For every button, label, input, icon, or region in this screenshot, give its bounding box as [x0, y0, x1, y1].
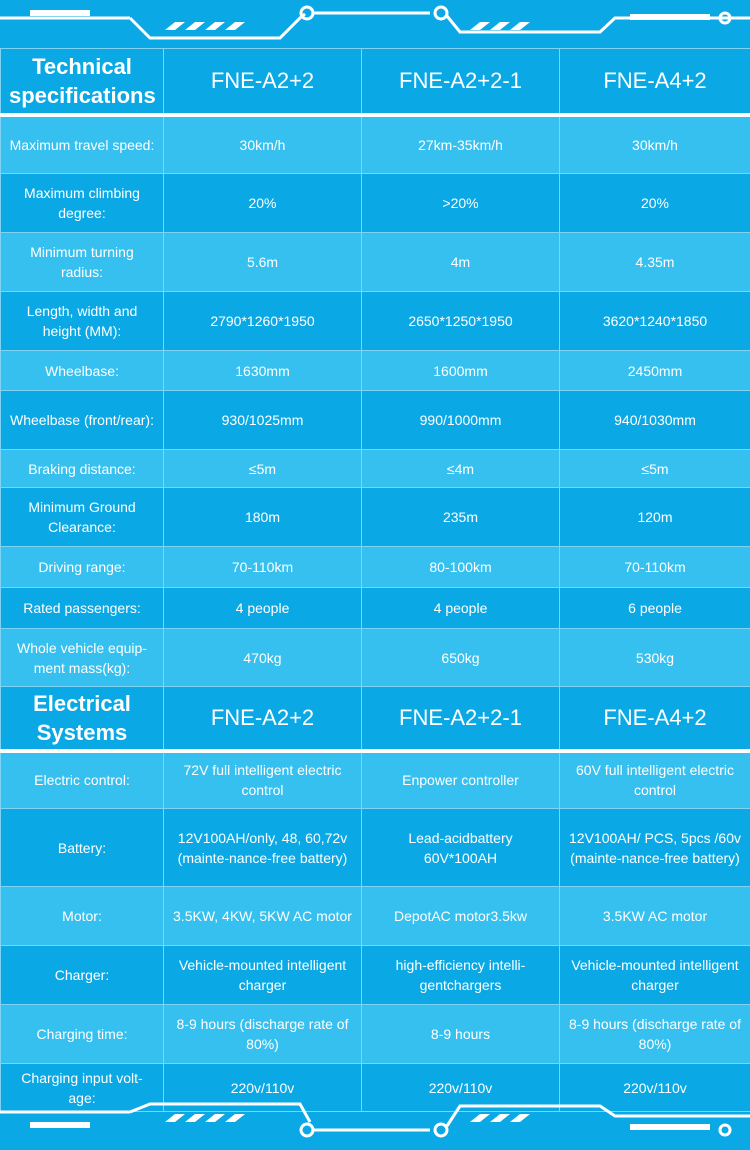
table-row: [1, 488, 750, 547]
cell-value: 6 people: [560, 588, 750, 629]
elec-header-model-2: FNE-A2+2-1: [362, 687, 560, 751]
cell-value: 2450mm: [560, 351, 750, 391]
cell-value: 180m: [164, 488, 362, 547]
cell-value: 20%: [164, 174, 362, 233]
bottom-circuit-decoration: [0, 1102, 750, 1150]
cell-value: Enpower controller: [362, 751, 560, 809]
elec-header-row: [1, 687, 750, 751]
cell-value: 530kg: [560, 629, 750, 687]
elec-section-title: Electrical Systems: [1, 687, 164, 751]
table-row: [1, 292, 750, 351]
cell-value: 8-9 hours: [362, 1005, 560, 1064]
cell-value: 4.35m: [560, 233, 750, 292]
cell-value: 8-9 hours (discharge rate of 80%): [560, 1005, 750, 1064]
cell-value: 3620*1240*1850: [560, 292, 750, 351]
row-label: Wheelbase:: [1, 351, 164, 391]
cell-value: 72V full intelligent electric control: [164, 751, 362, 809]
cell-value: 30km/h: [164, 115, 362, 174]
table-row: [1, 809, 750, 887]
cell-value: high-efficiency intelli-gentchargers: [362, 946, 560, 1005]
table-row: [1, 946, 750, 1005]
spec-table: [0, 48, 750, 1112]
table-row: [1, 629, 750, 687]
cell-value: 27km-35km/h: [362, 115, 560, 174]
row-label: Charging input volt-age:: [1, 1064, 164, 1112]
row-label: Maximum climbing degree:: [1, 174, 164, 233]
cell-value: 930/1025mm: [164, 391, 362, 450]
row-label: Wheelbase (front/rear):: [1, 391, 164, 450]
elec-header-model-3: FNE-A4+2: [560, 687, 750, 751]
row-label: Driving range:: [1, 547, 164, 588]
cell-value: 3.5KW AC motor: [560, 887, 750, 946]
table-row: [1, 391, 750, 450]
tech-header-model-2: FNE-A2+2-1: [362, 49, 560, 115]
table-row: [1, 450, 750, 488]
row-label: Charging time:: [1, 1005, 164, 1064]
tech-section-title: Technical specifications: [1, 49, 164, 115]
cell-value: 12V100AH/ PCS, 5pcs /60v (mainte-nance-free battery): [560, 809, 750, 887]
cell-value: Vehicle-mounted intelligent charger: [560, 946, 750, 1005]
cell-value: 940/1030mm: [560, 391, 750, 450]
cell-value: 220v/110v: [164, 1064, 362, 1112]
row-label: Motor:: [1, 887, 164, 946]
cell-value: Lead-acidbattery 60V*100AH: [362, 809, 560, 887]
cell-value: ≤4m: [362, 450, 560, 488]
top-circuit-decoration: [0, 0, 750, 48]
cell-value: DepotAC motor3.5kw: [362, 887, 560, 946]
cell-value: ≤5m: [560, 450, 750, 488]
cell-value: Vehicle-mounted intelligent charger: [164, 946, 362, 1005]
cell-value: 5.6m: [164, 233, 362, 292]
table-row: [1, 887, 750, 946]
cell-value: 70-110km: [164, 547, 362, 588]
cell-value: 4m: [362, 233, 560, 292]
cell-value: 70-110km: [560, 547, 750, 588]
cell-value: 8-9 hours (discharge rate of 80%): [164, 1005, 362, 1064]
row-label: Minimum turning radius:: [1, 233, 164, 292]
cell-value: 30km/h: [560, 115, 750, 174]
cell-value: 60V full intelligent electric control: [560, 751, 750, 809]
table-row: [1, 233, 750, 292]
table-row: [1, 174, 750, 233]
cell-value: 2790*1260*1950: [164, 292, 362, 351]
tech-header-model-3: FNE-A4+2: [560, 49, 750, 115]
row-label: Electric control:: [1, 751, 164, 809]
table-row: [1, 1005, 750, 1064]
table-row: [1, 547, 750, 588]
cell-value: 120m: [560, 488, 750, 547]
row-label: Braking distance:: [1, 450, 164, 488]
cell-value: 1630mm: [164, 351, 362, 391]
table-row: [1, 588, 750, 629]
tech-header-model-1: FNE-A2+2: [164, 49, 362, 115]
row-label: Rated passengers:: [1, 588, 164, 629]
cell-value: 1600mm: [362, 351, 560, 391]
cell-value: 990/1000mm: [362, 391, 560, 450]
row-label: Charger:: [1, 946, 164, 1005]
cell-value: 3.5KW, 4KW, 5KW AC motor: [164, 887, 362, 946]
cell-value: 220v/110v: [362, 1064, 560, 1112]
cell-value: 650kg: [362, 629, 560, 687]
cell-value: 2650*1250*1950: [362, 292, 560, 351]
tech-header-row: [1, 49, 750, 115]
cell-value: 470kg: [164, 629, 362, 687]
row-label: Minimum Ground Clearance:: [1, 488, 164, 547]
cell-value: 4 people: [362, 588, 560, 629]
cell-value: 220v/110v: [560, 1064, 750, 1112]
cell-value: 235m: [362, 488, 560, 547]
table-row: [1, 351, 750, 391]
table-row: [1, 751, 750, 809]
cell-value: 12V100AH/only, 48, 60,72v (mainte-nance-free battery): [164, 809, 362, 887]
cell-value: >20%: [362, 174, 560, 233]
row-label: Maximum travel speed:: [1, 115, 164, 174]
row-label: Battery:: [1, 809, 164, 887]
row-label: Length, width and height (MM):: [1, 292, 164, 351]
cell-value: 80-100km: [362, 547, 560, 588]
row-label: Whole vehicle equip-ment mass(kg):: [1, 629, 164, 687]
elec-header-model-1: FNE-A2+2: [164, 687, 362, 751]
table-row: [1, 115, 750, 174]
cell-value: ≤5m: [164, 450, 362, 488]
cell-value: 4 people: [164, 588, 362, 629]
cell-value: 20%: [560, 174, 750, 233]
